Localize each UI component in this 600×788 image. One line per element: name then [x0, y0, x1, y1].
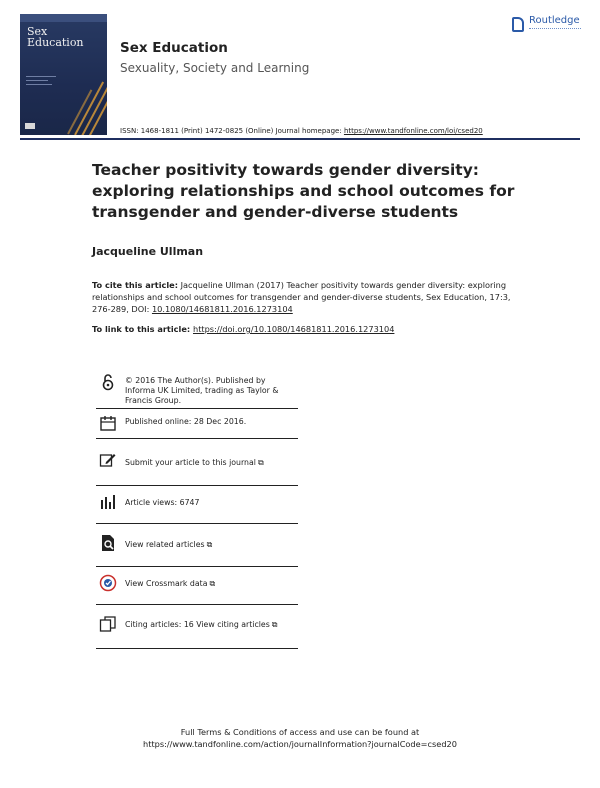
issn-text: ISSN: 1468-1811 (Print) 1472-0825 (Online) Journal homepage:: [120, 127, 344, 135]
crossmark-link[interactable]: [125, 579, 215, 589]
related-articles-icon: [99, 534, 117, 552]
published-row: [96, 408, 298, 439]
external-link-icon: ⧉: [271, 620, 278, 629]
calendar-icon: [99, 414, 117, 432]
edit-icon: [99, 451, 117, 469]
external-link-icon: ⧉: [209, 579, 216, 588]
article-views-row: [96, 485, 298, 524]
citation-text: Jacqueline Ullman (2017) Teacher positivity towards gender diversity: exploring relationships and school outcomes for transgender and gender-diverse students, Sex Education, 17:3, 276-289, DOI:: [92, 280, 511, 314]
link-label: To link to this article:: [92, 324, 193, 334]
publisher-tagline-decoration: [529, 28, 581, 32]
citation-label: To cite this article:: [92, 280, 178, 290]
cover-title-line2: Education: [27, 36, 84, 49]
citing-articles-icon: [99, 615, 117, 633]
submit-article-link[interactable]: [125, 458, 264, 468]
related-articles-label: View related articles: [125, 540, 205, 549]
issn-line: [120, 127, 483, 135]
article-title: Teacher positivity towards gender diversity: exploring relationships and school outcomes for transgender and gender-diverse students: [92, 161, 515, 221]
external-link-icon: ⧉: [206, 540, 213, 549]
doi-link[interactable]: 10.1080/14681811.2016.1273104: [151, 304, 293, 314]
open-access-row: [96, 372, 298, 409]
journal-title: Sex Education: [120, 40, 228, 56]
citing-articles-link[interactable]: [125, 620, 278, 630]
related-articles-link[interactable]: [125, 540, 212, 550]
submit-article-label: Submit your article to this journal: [125, 458, 256, 467]
open-access-icon: [99, 373, 117, 391]
bar-chart-icon: [99, 493, 117, 511]
routledge-r-icon: [512, 17, 524, 32]
citing-articles-row[interactable]: [96, 604, 298, 649]
submit-article-row[interactable]: [96, 438, 298, 486]
publisher-name: Routledge: [529, 15, 580, 26]
cover-title: [27, 26, 84, 48]
footer-journal-info-link[interactable]: https://www.tandfonline.com/action/journalInformation?journalCode=csed20: [143, 739, 457, 749]
footer-terms-text: Full Terms & Conditions of access and use can be found at: [180, 727, 420, 737]
crossmark-label: View Crossmark data: [125, 579, 208, 588]
citation-block: [92, 279, 512, 315]
crossmark-row[interactable]: [96, 566, 298, 605]
routledge-logo[interactable]: [512, 15, 584, 37]
article-views-text: Article views: 6747: [125, 498, 200, 507]
article-link-line: [92, 324, 394, 334]
published-date-text: Published online: 28 Dec 2016.: [125, 417, 247, 426]
article-doi-url-link[interactable]: https://doi.org/10.1080/14681811.2016.1273104: [193, 324, 395, 334]
footer: [0, 726, 600, 750]
journal-homepage-link[interactable]: https://www.tandfonline.com/loi/csed20: [343, 127, 483, 135]
header-divider: [20, 138, 580, 140]
journal-cover-image: [20, 14, 107, 135]
open-access-text: © 2016 The Author(s). Published by Informa UK Limited, trading as Taylor & Francis Group.: [125, 376, 279, 405]
citing-articles-label: Citing articles: 16 View citing articles: [125, 620, 270, 629]
external-link-icon: ⧉: [257, 458, 264, 467]
crossmark-icon: [99, 574, 117, 592]
article-author: Jacqueline Ullman: [92, 245, 204, 258]
journal-subtitle: Sexuality, Society and Learning: [120, 61, 310, 75]
related-articles-row[interactable]: [96, 523, 298, 567]
cover-title-line1: Sex: [27, 25, 48, 38]
